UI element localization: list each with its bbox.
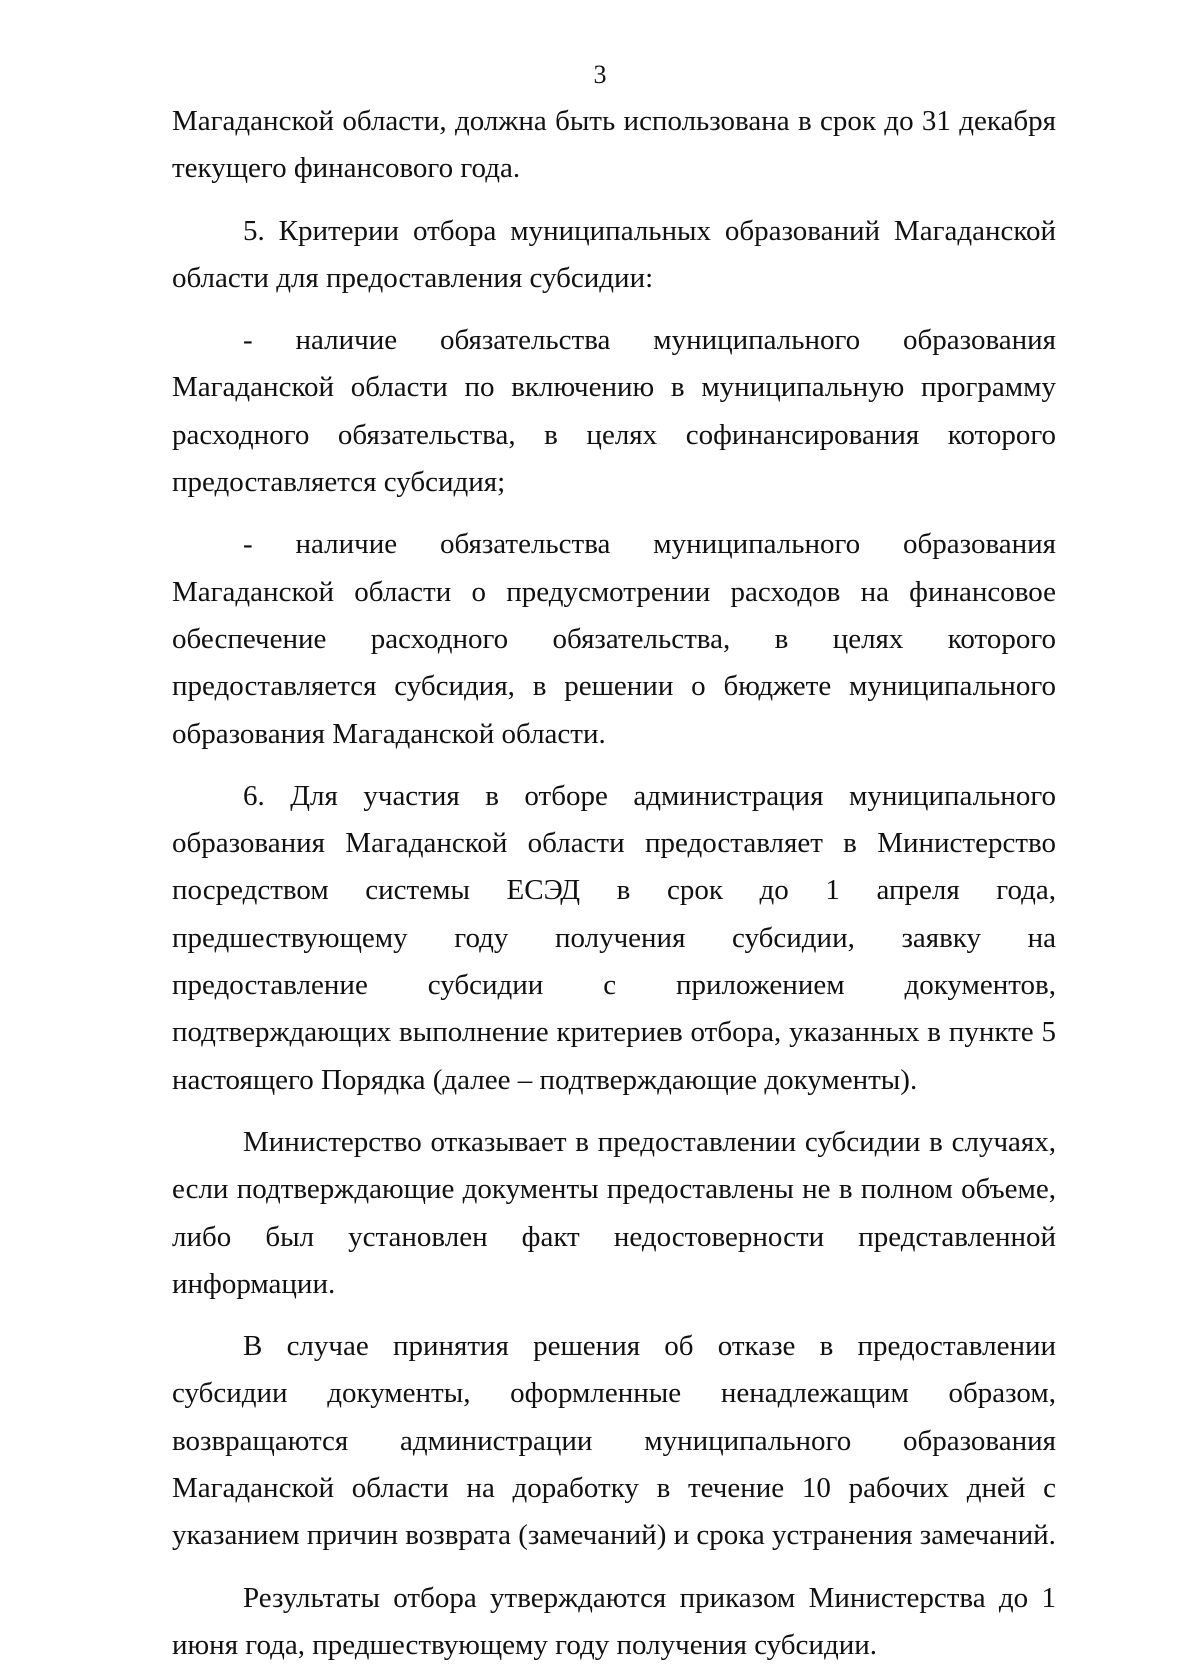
paragraph-results: Результаты отбора утверждаются приказом Министерства до 1 июня года, предшествующему году получения субсидии. bbox=[172, 1581, 1056, 1661]
paragraph-return: В случае принятия решения об отказе в предоставлении субсидии документы, оформленные ненадлежащим образом, возвращаются администрации муниципального образования Магаданской области на доработку в течение 10 рабочих дней с указанием причин возврата (замечаний) и срока устранения замечаний. bbox=[172, 1330, 1056, 1552]
paragraph-participation: 6. Для участия в отборе администрация муниципального образования Магаданской области предоставляет в Министерство посредством системы ЕСЭД в срок до 1 апреля года, предшествующему году получения субсидии, заявку на предоставление субсидии с приложением документов, подтверждающих выполнение критериев отбора, указанных в пункте 5 настоящего Порядка (далее – подтверждающие документы). bbox=[172, 779, 1056, 1096]
paragraph-criteria: 5. Критерии отбора муниципальных образований Магаданской области для предоставления субсидии: bbox=[172, 214, 1056, 294]
paragraph-criterion-1: - наличие обязательства муниципального образования Магаданской области по включению в муниципальную программу расходного обязательства, в целях софинансирования которого предоставляется субсидия; bbox=[172, 324, 1056, 499]
paragraph-criterion-2: - наличие обязательства муниципального образования Магаданской области о предусмотрении расходов на финансовое обеспечение расходного обязательства, в целях которого предоставляется субсидия, в решении о бюджете муниципального образования Магаданской области. bbox=[172, 528, 1056, 750]
document-body bbox=[172, 98, 1056, 1669]
paragraph-continuation: Магаданской области, должна быть использована в срок до 31 декабря текущего финансового года. bbox=[172, 105, 1056, 185]
page-number: 3 bbox=[593, 60, 607, 89]
paragraph-refusal: Министерство отказывает в предоставлении субсидии в случаях, если подтверждающие документы предоставлены не в полном объеме, либо был установлен факт недостоверности представленной информации. bbox=[172, 1125, 1056, 1300]
